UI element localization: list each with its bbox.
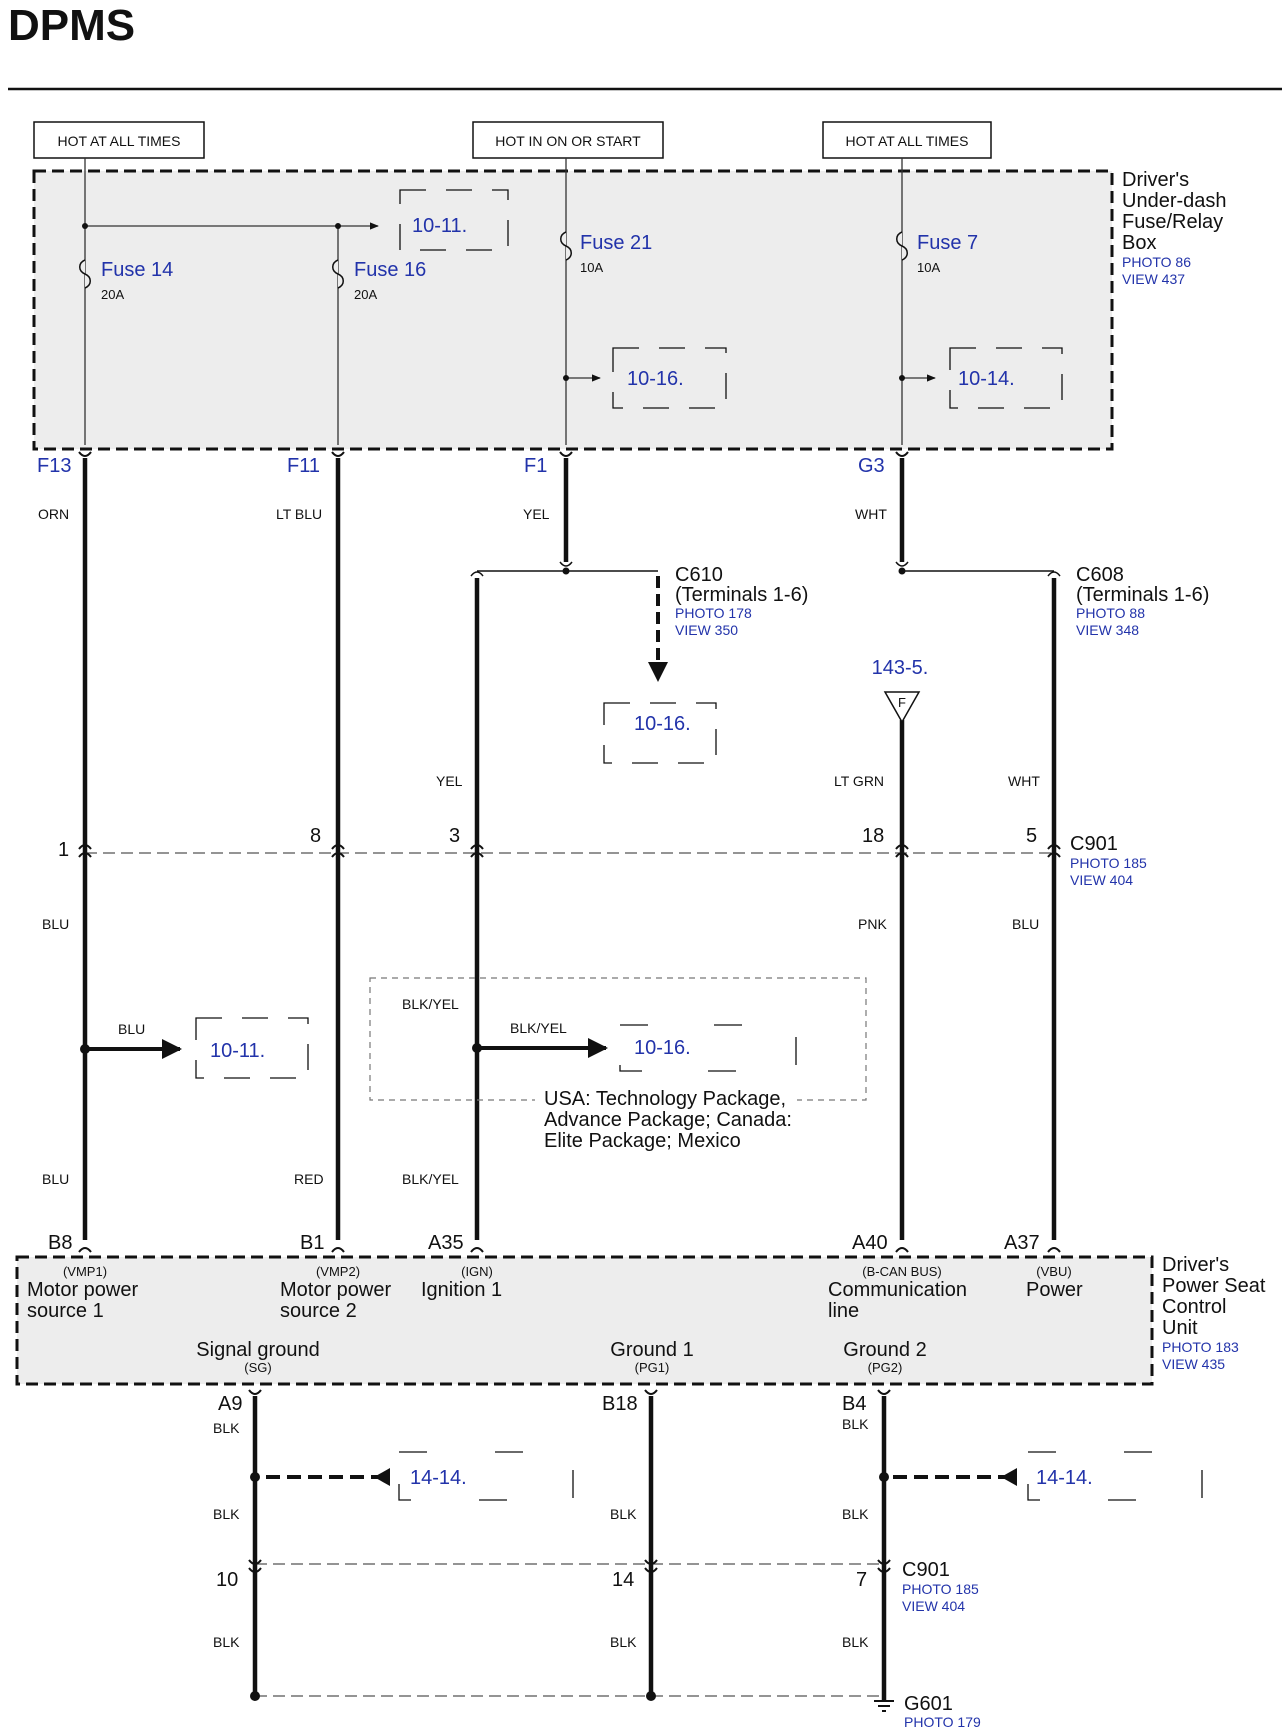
c610-junction xyxy=(563,568,570,575)
g601-junction xyxy=(646,1691,656,1701)
terminal-b8: B8 xyxy=(48,1232,73,1254)
svg-text:(IGN): (IGN) xyxy=(461,1264,493,1279)
svg-text:USA: Technology Package,: USA: Technology Package, xyxy=(544,1088,787,1110)
c901-pin: 18 xyxy=(862,825,885,847)
svg-text:C608: C608 xyxy=(1076,564,1124,586)
svg-text:(B-CAN BUS): (B-CAN BUS) xyxy=(862,1264,942,1279)
svg-text:Communication: Communication xyxy=(828,1279,967,1301)
svg-text:G601: G601 xyxy=(904,1693,953,1715)
wire-label: BLK/YEL xyxy=(510,1020,567,1036)
c901-lower-pins xyxy=(249,1560,890,1572)
svg-text:Fuse 14: Fuse 14 xyxy=(101,259,174,281)
power-source-2 xyxy=(473,122,663,158)
wire-label: WHT xyxy=(855,506,887,522)
wire-label: BLK xyxy=(213,1506,240,1522)
svg-text:C901: C901 xyxy=(1070,833,1118,855)
ref-link-10-16-blkyel[interactable] xyxy=(620,1025,796,1071)
wire-label: ORN xyxy=(38,506,70,522)
c608-label xyxy=(1076,564,1209,638)
svg-text:source 1: source 1 xyxy=(27,1300,104,1322)
c610-label xyxy=(675,564,808,638)
svg-text:Under-dash: Under-dash xyxy=(1122,190,1227,212)
svg-text:Power Seat: Power Seat xyxy=(1162,1275,1266,1297)
svg-text:Driver's: Driver's xyxy=(1122,169,1190,191)
svg-text:Motor power: Motor power xyxy=(27,1279,139,1301)
ref-link-10-14-fusebox[interactable] xyxy=(950,348,1062,408)
terminal-a40: A40 xyxy=(852,1232,888,1254)
svg-text:line: line xyxy=(828,1300,860,1322)
svg-text:Driver's: Driver's xyxy=(1162,1254,1230,1276)
wire-label: BLK xyxy=(213,1420,240,1436)
svg-text:Elite Package; Mexico: Elite Package; Mexico xyxy=(544,1130,741,1152)
wire-label: BLK xyxy=(610,1634,637,1650)
svg-text:VIEW 437: VIEW 437 xyxy=(1122,271,1186,287)
splice-f-icon xyxy=(885,692,919,722)
svg-text:10-16.: 10-16. xyxy=(634,1037,691,1059)
wire-label: LT GRN xyxy=(834,773,885,789)
svg-text:(VMP1): (VMP1) xyxy=(62,1264,108,1279)
svg-text:VIEW 404: VIEW 404 xyxy=(1070,872,1134,888)
wire-label: BLK xyxy=(842,1634,869,1650)
svg-text:10-16.: 10-16. xyxy=(627,368,684,390)
svg-text:20A: 20A xyxy=(101,287,125,302)
svg-text:PHOTO 179: PHOTO 179 xyxy=(904,1714,981,1730)
c901-upper-pins xyxy=(79,845,1060,857)
wire-label: BLU xyxy=(118,1021,146,1037)
svg-text:Fuse 7: Fuse 7 xyxy=(917,232,979,254)
ground-ref-arrow xyxy=(374,1468,390,1486)
svg-text:Advance Package; Canada:: Advance Package; Canada: xyxy=(544,1109,792,1131)
svg-text:Box: Box xyxy=(1122,232,1157,254)
terminal-b1: B1 xyxy=(300,1232,325,1254)
svg-text:PHOTO 183: PHOTO 183 xyxy=(1162,1339,1239,1355)
svg-text:Fuse 16: Fuse 16 xyxy=(354,259,427,281)
g601-junction xyxy=(250,1691,260,1701)
ground-symbol-icon xyxy=(874,1701,894,1711)
svg-text:F: F xyxy=(898,695,906,710)
terminal-a37: A37 xyxy=(1004,1232,1040,1254)
option-package-note xyxy=(544,1088,792,1152)
svg-text:20A: 20A xyxy=(354,287,378,302)
terminal-a9: A9 xyxy=(218,1393,243,1415)
splice-ref-link[interactable]: 143-5. xyxy=(871,657,929,679)
ground-ref-arrow xyxy=(1001,1468,1017,1486)
svg-text:(SG): (SG) xyxy=(244,1360,272,1375)
wire-label: PNK xyxy=(858,916,887,932)
unit-terminal-marks xyxy=(79,1248,1060,1252)
ground-wires xyxy=(255,1396,884,1700)
svg-text:10A: 10A xyxy=(917,260,941,275)
svg-text:PHOTO 178: PHOTO 178 xyxy=(675,605,752,621)
svg-text:VIEW 404: VIEW 404 xyxy=(902,1598,966,1614)
wire-label: BLU xyxy=(42,1171,70,1187)
c901-upper-label xyxy=(1070,833,1147,888)
terminal-f1: F1 xyxy=(524,455,548,477)
terminal-f13: F13 xyxy=(37,455,72,477)
svg-text:Signal ground: Signal ground xyxy=(196,1339,320,1361)
ref-link-10-16-fusebox[interactable] xyxy=(613,348,726,408)
svg-text:Ground 1: Ground 1 xyxy=(610,1339,694,1361)
wire-label: BLK/YEL xyxy=(402,996,459,1012)
power-source-label: HOT AT ALL TIMES xyxy=(57,133,181,149)
wire-label: LT BLU xyxy=(276,506,323,522)
svg-text:PHOTO 185: PHOTO 185 xyxy=(1070,855,1147,871)
wire-label: WHT xyxy=(1008,773,1040,789)
fuse-box-terminal-marks xyxy=(79,452,908,456)
svg-text:14-14.: 14-14. xyxy=(410,1467,467,1489)
c901-pin: 8 xyxy=(310,825,322,847)
unit-label xyxy=(1162,1254,1266,1372)
svg-text:Motor power: Motor power xyxy=(280,1279,392,1301)
terminal-b18: B18 xyxy=(602,1393,638,1415)
wire-label: YEL xyxy=(523,506,550,522)
c901-pin: 1 xyxy=(58,839,70,861)
svg-text:14-14.: 14-14. xyxy=(1036,1467,1093,1489)
ground-terminal-marks xyxy=(249,1390,890,1394)
wire-label: BLU xyxy=(1012,916,1040,932)
c901-pin: 14 xyxy=(612,1569,635,1591)
svg-text:PHOTO 88: PHOTO 88 xyxy=(1076,605,1145,621)
ground-branch-junction xyxy=(879,1472,889,1482)
ref-link-14-14-left[interactable] xyxy=(399,1452,573,1500)
svg-text:10-11.: 10-11. xyxy=(412,215,468,237)
power-source-label: HOT AT ALL TIMES xyxy=(845,133,969,149)
ref-link-10-11-blu[interactable] xyxy=(196,1018,308,1078)
svg-text:Fuse 21: Fuse 21 xyxy=(580,232,653,254)
fuse-box-label xyxy=(1122,169,1227,287)
svg-text:VIEW 350: VIEW 350 xyxy=(675,622,739,638)
svg-text:(VBU): (VBU) xyxy=(1036,1264,1072,1279)
svg-text:Control: Control xyxy=(1162,1296,1227,1318)
g601-label xyxy=(904,1693,981,1730)
wire-label: RED xyxy=(294,1171,324,1187)
svg-text:Unit: Unit xyxy=(1162,1317,1198,1339)
svg-text:Ignition 1: Ignition 1 xyxy=(421,1279,503,1301)
c901-lower-label xyxy=(902,1559,979,1614)
ref-link-10-16-c610[interactable] xyxy=(604,703,716,763)
c901-pin: 5 xyxy=(1026,825,1038,847)
wire-label: BLK xyxy=(610,1506,637,1522)
page-title: DPMS xyxy=(8,1,136,50)
svg-text:(PG2): (PG2) xyxy=(867,1360,903,1375)
c901-pin: 3 xyxy=(449,825,461,847)
terminal-g3: G3 xyxy=(858,455,885,477)
terminal-b4: B4 xyxy=(842,1393,867,1415)
svg-text:10A: 10A xyxy=(580,260,604,275)
c901-pin: 7 xyxy=(856,1569,868,1591)
wire-label: BLU xyxy=(42,916,70,932)
wire-label: BLK/YEL xyxy=(402,1171,459,1187)
wire-label: YEL xyxy=(436,773,463,789)
svg-text:10-16.: 10-16. xyxy=(634,713,691,735)
svg-text:PHOTO 86: PHOTO 86 xyxy=(1122,254,1191,270)
svg-text:Fuse/Relay: Fuse/Relay xyxy=(1122,211,1224,233)
power-source-label: HOT IN ON OR START xyxy=(495,133,641,149)
c901-pin: 10 xyxy=(216,1569,239,1591)
svg-text:C610: C610 xyxy=(675,564,723,586)
wire-label: BLK xyxy=(213,1634,240,1650)
svg-text:(VMP2): (VMP2) xyxy=(315,1264,361,1279)
svg-text:10-14.: 10-14. xyxy=(958,368,1015,390)
svg-text:PHOTO 185: PHOTO 185 xyxy=(902,1581,979,1597)
c608-junction xyxy=(899,568,906,575)
terminal-f11: F11 xyxy=(287,455,320,477)
power-source-1 xyxy=(34,122,204,158)
power-source-3 xyxy=(823,122,991,158)
power-seat-control-unit xyxy=(17,1257,1152,1384)
svg-text:VIEW 348: VIEW 348 xyxy=(1076,622,1140,638)
svg-text:C901: C901 xyxy=(902,1559,950,1581)
svg-text:(PG1): (PG1) xyxy=(634,1360,670,1375)
svg-text:Power: Power xyxy=(1026,1279,1083,1301)
wire-label: BLK xyxy=(842,1506,869,1522)
svg-text:Ground 2: Ground 2 xyxy=(843,1339,927,1361)
svg-text:10-11.: 10-11. xyxy=(210,1040,266,1062)
wire-label: BLK xyxy=(842,1416,869,1432)
svg-text:VIEW 435: VIEW 435 xyxy=(1162,1356,1226,1372)
svg-text:source 2: source 2 xyxy=(280,1300,357,1322)
svg-text:(Terminals 1-6): (Terminals 1-6) xyxy=(1076,584,1210,606)
c608-splice xyxy=(896,562,1060,576)
ref-link-14-14-right[interactable] xyxy=(1028,1452,1202,1500)
terminal-a35: A35 xyxy=(428,1232,464,1254)
svg-text:(Terminals 1-6): (Terminals 1-6) xyxy=(675,584,809,606)
ref-link-10-11-fusebox[interactable] xyxy=(400,190,508,250)
